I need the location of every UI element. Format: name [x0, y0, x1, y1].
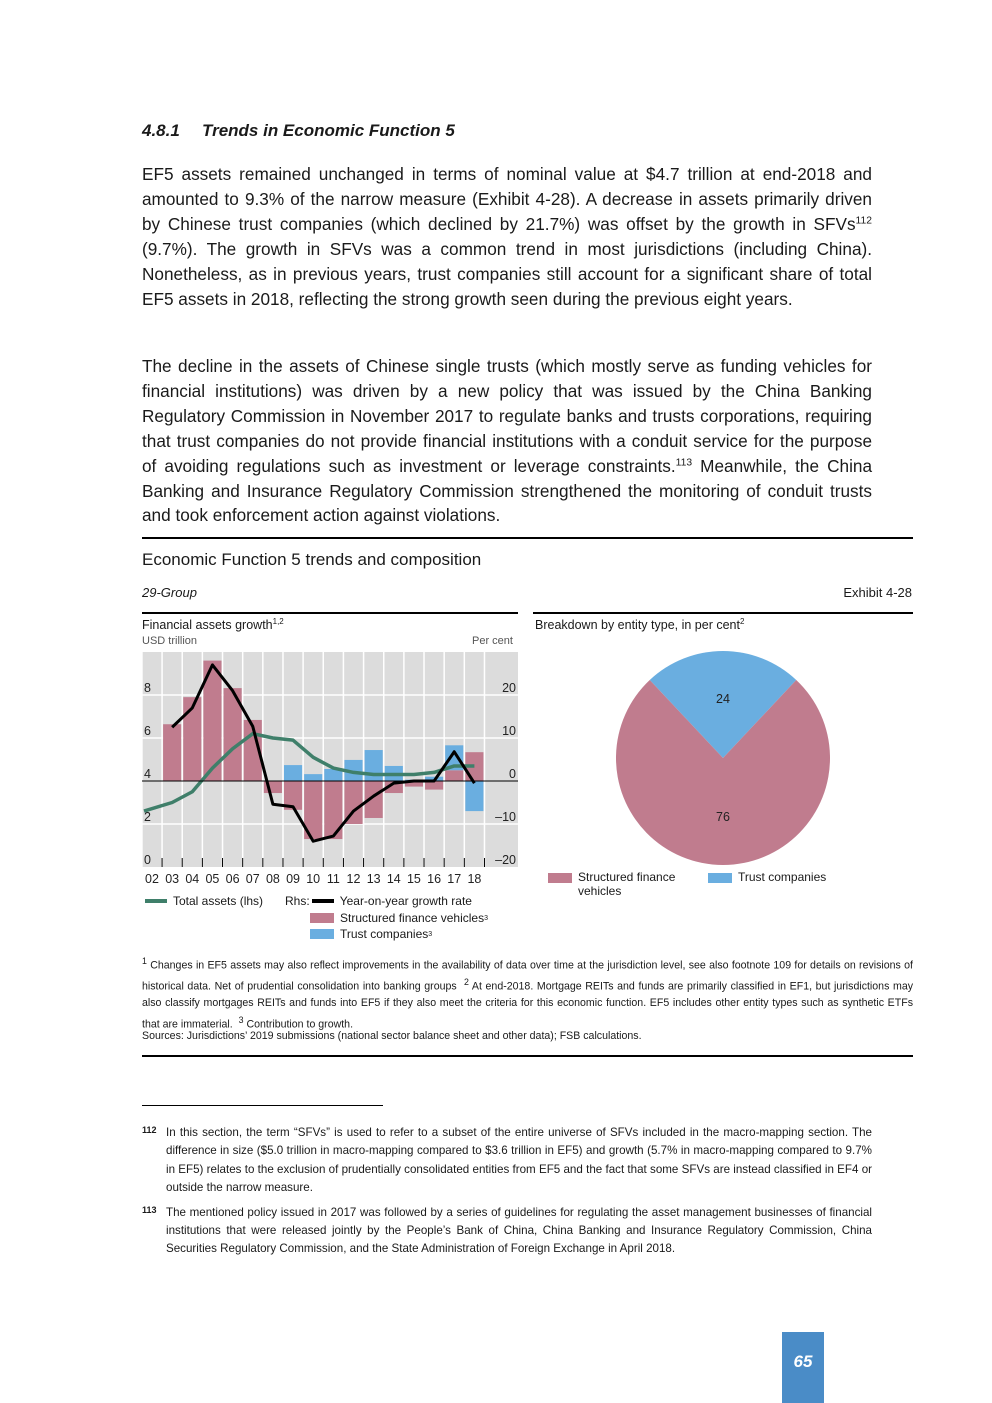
right-axis-unit: Per cent	[472, 635, 513, 647]
x-tick-label: 06	[225, 872, 240, 886]
y-right-tick-label: 20	[502, 681, 516, 695]
paragraph-text: Meanwhile, the China Banking and Insurance Regulatory Commission strengthened the monitoring of conduit trusts and took enforcement action against violations.	[142, 455, 873, 526]
x-tick-label: 07	[245, 872, 260, 886]
x-tick-label: 03	[165, 872, 180, 886]
bar-trust-18	[465, 781, 483, 811]
y-right-tick-label: 10	[502, 724, 516, 738]
bar-trust-09	[284, 765, 302, 781]
legend-sfv: Structured finance vehicles 3	[310, 911, 488, 925]
x-tick-label: 05	[205, 872, 220, 886]
section-number: 4.8.1	[142, 121, 180, 140]
footnote-113: 113 The mentioned policy issued in 2017 was followed by a series of guidelines for regulating the asset management businesses of financial institutions that were released jointly by the People’s Bank of China, China Banking and Insurance Regulatory Commission, China Securities Regulatory Commission, and the State Administration of Foreign Exchange in April 2018.	[142, 1204, 872, 1256]
x-tick-label: 15	[406, 872, 421, 886]
paragraph-text: EF5 assets remained unchanged in terms of nominal value at $4.7 trillion at end-2018 and amounted to 9.3% of the narrow measure (Exhibit 4-28). A decrease in assets primarily driven by Chinese trust companies (which declined by 21.7%) was offset by the growth in SFVs	[142, 164, 872, 234]
legend-swatch-trust	[310, 929, 334, 939]
exhibit-title: Economic Function 5 trends and composition	[142, 550, 482, 569]
exhibit-subtitle: 29-Group	[142, 585, 197, 600]
y-right-tick-label: 0	[509, 767, 516, 781]
legend-swatch-total	[145, 899, 167, 903]
pie-legend-trust: Trust companies	[708, 870, 826, 884]
footnote-separator	[142, 1105, 383, 1106]
pie-legend-sfv: Structured finance vehicles	[548, 870, 698, 898]
y-right-tick-label: –20	[495, 853, 516, 867]
bar-chart-title: Financial assets growth$^{1,2}$	[142, 617, 284, 633]
pie-label-sfv: 76	[716, 809, 730, 824]
y-right-tick-label: –10	[495, 810, 516, 824]
x-tick-label: 17	[447, 872, 462, 886]
legend-swatch-sfv	[310, 913, 334, 923]
exhibit-number: Exhibit 4-28	[843, 585, 912, 600]
footnote-112: 112 In this section, the term “SFVs” is used to refer to a subset of the entire universe of SFVs included in the macro-mapping section. The difference in size ($5.0 trillion in macro-mapping compared to $3.6 trillion in EF5) and growth (5.7% in macro-mapping compared to 9.7% in EF5) relates to the exclusion of prudentially consolidated entities from EF5 and the fact that some SFVs are instead classified in EF4 or outside the narrow measure.	[142, 1125, 872, 1195]
pie-legend-swatch-sfv	[548, 873, 572, 883]
paragraph-text: (9.7%). The growth in SFVs was a common trend in most jurisdictions (including China). Nonetheless, as in previous years, trust companies still account for a significant share of total EF5 assets in 2018, reflecting the strong growth seen during the previous eight years.	[142, 238, 872, 309]
bar-trust-13	[365, 750, 383, 781]
x-tick-label: 11	[326, 872, 340, 886]
section-title: Trends in Economic Function 5	[202, 121, 455, 140]
y-left-tick-label: 2	[144, 810, 151, 824]
y-left-tick-label: 8	[144, 681, 151, 695]
legend-swatch-growth	[312, 899, 334, 903]
entity-breakdown-pie	[600, 650, 850, 880]
y-left-tick-label: 6	[144, 724, 151, 738]
x-tick-label: 10	[306, 872, 321, 886]
footnote-ref-113[interactable]: 113	[675, 456, 693, 468]
x-tick-label: 08	[265, 872, 280, 886]
page-number-badge: 65	[782, 1332, 824, 1403]
exhibit-notes: $^1$ Changes in EF5 assets may also reflect improvements in the availability of data over time at the jurisdiction level, see also footnote 109 for details on revisions of historical data. Net of prudential consolidation into banking groups $^2$ At end-2018. Mortgage REITs and funds are primarily classified in EF1, but jurisdictions may also classify mortgages REITs and funds into EF5 if they also meet the criteria for this economic function. EF5 includes other entity types such as synthetic ETFs that are immaterial. $^3$ Contribution to growth.	[142, 956, 914, 1031]
left-axis-unit: USD trillion	[142, 635, 198, 647]
bar-sfv-17	[445, 770, 463, 781]
legend-total-assets: Total assets (lhs)	[145, 894, 263, 908]
x-tick-label: 12	[346, 872, 361, 886]
paragraph-text: The decline in the assets of Chinese single trusts (which mostly serve as funding vehicles for financial institutions) was driven by a new policy that was issued by the China Banking Regulatory Commission in November 2017 to regulate banks and trusts corporations, requiring that trust companies do not provide financial institutions with a conduit service for the purpose of avoiding regulations such as investment or leverage constraints.	[142, 356, 872, 476]
exhibit-sources: Sources: Jurisdictions’ 2019 submissions (national sector balance sheet and other data); FSB calculations.	[142, 1030, 642, 1042]
bar-sfv-03	[163, 724, 181, 781]
footnote-ref-112[interactable]: 112	[855, 215, 872, 227]
y-left-tick-label: 0	[144, 853, 151, 867]
x-tick-label: 09	[286, 872, 301, 886]
x-tick-label: 16	[427, 872, 442, 886]
x-tick-label: 04	[185, 872, 200, 886]
footnotes	[142, 1124, 872, 1265]
exhibit-bottom-rule	[142, 1055, 913, 1057]
x-tick-label: 13	[366, 872, 381, 886]
x-tick-label: 18	[467, 872, 482, 886]
bar-trust-10	[304, 774, 322, 781]
legend-growth: Rhs: Year-on-year growth rate	[285, 894, 472, 908]
pie-chart-title: Breakdown by entity type, in per cent$^2$	[535, 617, 745, 633]
pie-label-trust: 24	[716, 692, 730, 707]
legend-trust: Trust companies 3	[310, 927, 432, 941]
pie-legend-swatch-trust	[708, 873, 732, 883]
x-tick-label: 14	[386, 872, 401, 886]
y-left-tick-label: 4	[144, 767, 151, 781]
x-tick-label: 02	[145, 872, 159, 886]
